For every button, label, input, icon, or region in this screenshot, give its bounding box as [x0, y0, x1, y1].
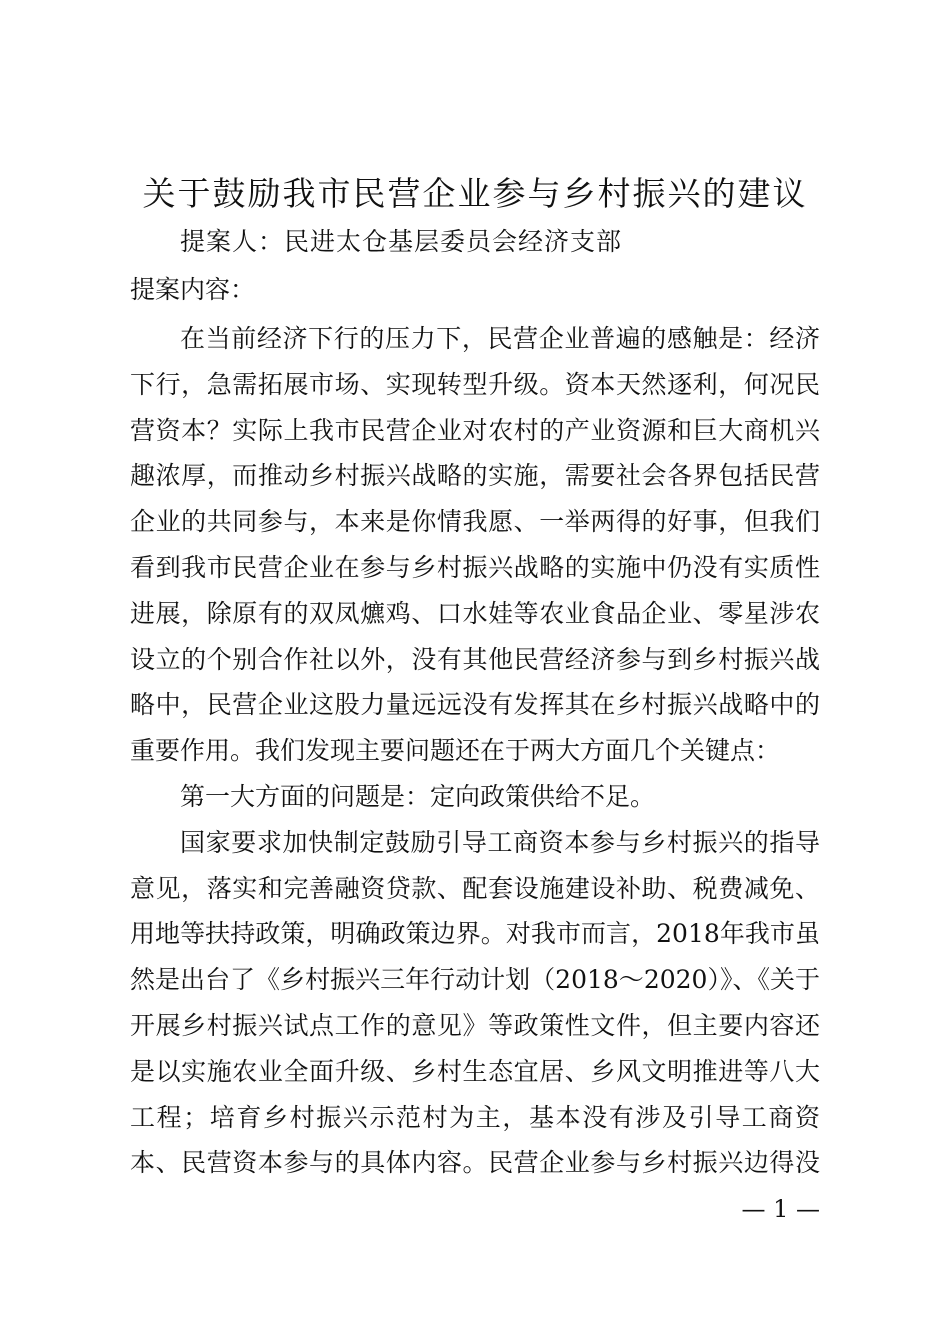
proposer-line: 提案人：民进太仓基层委员会经济支部 [180, 227, 623, 256]
paragraph-section-heading: 第一大方面的问题是：定向政策供给不足。 [180, 781, 656, 811]
content-label: 提案内容： [130, 275, 256, 304]
document-title: 关于鼓励我市民营企业参与乡村振兴的建议 [142, 174, 808, 213]
paragraph-intro: 在当前经济下行的压力下，民营企业普遍的感触是：经济下行，急需拓展市场、实现转型升级。资本天然逐利，何况民营资本？实际上我市民营企业对农村的产业资源和巨大商机兴趣浓厚，而推动乡村振兴战略的实施，需要社会各界包括民营企业的共同参与，本来是你情我愿、一举两得的好事，但我们看到我市民营企业在参与乡村振兴战略的实施中仍没有实质性进展，除原有的双凤爊鸡、口水娃等农业食品企业、零星涉农设立的个别合作社以外，没有其他民营经济参与到乡村振兴战略中，民营企业这股力量远远没有发挥其在乡村振兴战略中的重要作用。我们发现主要问题还在于两大方面几个关键点： [130, 324, 820, 766]
page-number: — 1 — [741, 1195, 820, 1223]
document-body [130, 316, 820, 1186]
paragraph-policy: 国家要求加快制定鼓励引导工商资本参与乡村振兴的指导意见，落实和完善融资贷款、配套设施建设补助、税费减免、用地等扶持政策，明确政策边界。对我市而言，2018年我市虽然是出台了《乡村振兴三年行动计划（2018～2020）》、《关于开展乡村振兴试点工作的意见》等政策性文件，但主要内容还是以实施农业全面升级、乡村生态宜居、乡风文明推进等八大工程；培育乡村振兴示范村为主，基本没有涉及引导工商资本、民营资本参与的具体内容。民营企业参与乡村振兴边得没 [130, 827, 820, 1178]
